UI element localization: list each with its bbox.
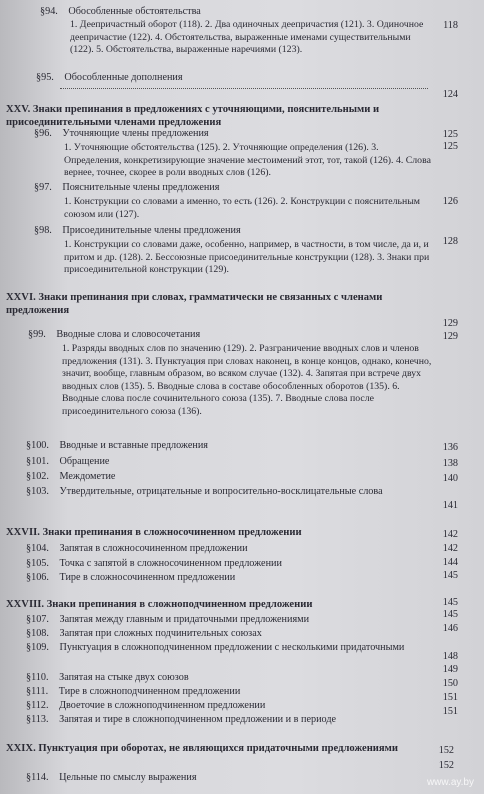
page-number: 145: [442, 609, 458, 620]
section-number: §112.: [26, 700, 49, 711]
section-number: §108.: [26, 628, 49, 639]
section-title: Запятая в сложносочиненном предложении: [59, 543, 248, 554]
section-title: Обращение: [59, 456, 110, 467]
section-number: §102.: [26, 471, 49, 482]
section-title: Запятая между главным и придаточными предложениями: [59, 614, 310, 625]
section-number: §109.: [26, 642, 49, 653]
section-title: Уточняющие члены предложения: [62, 128, 209, 139]
page-number: 129: [442, 318, 458, 329]
section-title: Утвердительные, отрицательные и вопросительно-восклицательные слова: [59, 486, 383, 497]
page-number: 146: [442, 623, 458, 634]
page-number: 125: [442, 141, 458, 152]
page-number: 140: [442, 473, 458, 484]
page-number: 124: [442, 89, 458, 100]
section-number: §105.: [26, 558, 49, 569]
page-number: 126: [442, 196, 458, 207]
section-title: Запятая и тире в сложноподчиненном предложении и в периоде: [59, 714, 337, 725]
chapter-number: XXVI.: [6, 292, 36, 303]
toc-entry: [26, 700, 265, 712]
section-title: Тире в сложноподчиненном предложении: [58, 686, 241, 697]
page-number: 150: [442, 678, 458, 689]
toc-entry: [28, 329, 200, 341]
section-subitems: 1. Конструкции со словами даже, особенно, например, в частности, в том числе, да и, и притом и др. (128). 2. Бессоюзные присоединительные конструкции (128). 3. Знаки при присоединительной конструкции (129).: [64, 239, 430, 276]
toc-entry: [26, 772, 197, 784]
toc-entry: [26, 642, 416, 654]
page-number: 142: [442, 529, 458, 540]
section-number: §106.: [26, 572, 49, 583]
section-title: Точка с запятой в сложносочиненном предложении: [59, 558, 282, 569]
toc-entry: [26, 672, 189, 684]
section-title: Вводные и вставные предложения: [59, 440, 208, 451]
section-title: Вводные слова и словосочетания: [56, 329, 201, 340]
section-number: §111.: [26, 686, 49, 697]
section-number: §110.: [26, 672, 49, 683]
section-title: Запятая при сложных подчинительных союзах: [59, 628, 262, 639]
section-number: §104.: [26, 543, 49, 554]
section-number: §101.: [26, 456, 49, 467]
section-number: §99.: [28, 329, 46, 340]
section-title: Обособленные дополнения: [64, 72, 183, 83]
section-number: §114.: [26, 772, 49, 783]
page-number: 151: [442, 692, 458, 703]
section-title: Тире в сложносочиненном предложении: [59, 572, 236, 583]
chapter-title: Знаки препинания при словах, грамматически не связанных с членами предложения: [6, 292, 383, 316]
toc-entry: [26, 714, 336, 726]
toc-entry: [26, 686, 240, 698]
page-number: 128: [442, 236, 458, 247]
page-number: 145: [442, 597, 458, 608]
section-title: Цельные по смыслу выражения: [59, 772, 197, 783]
toc-entry: [26, 543, 248, 555]
chapter-heading: [6, 292, 406, 317]
section-title: Запятая на стыке двух союзов: [59, 672, 189, 683]
section-number: §100.: [26, 440, 49, 451]
section-title: Пояснительные члены предложения: [62, 182, 220, 193]
section-number: §107.: [26, 614, 49, 625]
section-title: Обособленные обстоятельства: [68, 6, 201, 17]
section-title: Пунктуация в сложноподчиненном предложении с несколькими придаточными: [59, 642, 405, 653]
chapter-heading: [6, 104, 386, 129]
page-number: 129: [442, 331, 458, 342]
toc-entry: [26, 456, 109, 468]
page-number: 151: [442, 706, 458, 717]
section-title: Междометие: [59, 471, 116, 482]
chapter-title: Знаки препинания в сложноподчиненном предложении: [46, 599, 313, 610]
page-number: 136: [442, 442, 458, 453]
section-number: §95.: [36, 72, 54, 83]
section-title: Присоединительные члены предложения: [62, 225, 241, 236]
chapter-number: XXVIII.: [6, 599, 44, 610]
section-number: §103.: [26, 486, 49, 497]
toc-entry: [26, 572, 235, 584]
section-number: §94.: [40, 6, 58, 17]
toc-entry: [26, 471, 115, 483]
section-subitems: 1. Деепричастный оборот (118). 2. Два одиночных деепричастия (121). 3. Одиночное деепричастие (122). 4. Обстоятельства, выраженные именами существительными (122). 5. Обстоятельства, выраженные наречиями (123).: [70, 19, 424, 56]
section-subitems: 1. Уточняющие обстоятельства (125). 2. Уточняющие определения (126). 3. Определения, конкретизирующие значение местоимений этот, тот, такой (126). 4. Слова вернее, точнее, скорее в роли вводных слов (126).: [64, 142, 431, 179]
toc-entry: [36, 72, 183, 84]
page-number: 152: [438, 745, 454, 756]
page-number: 138: [442, 458, 458, 469]
section-subitems: 1. Разряды вводных слов по значению (129). 2. Разграничение вводных слов и членов предложения (131). 3. Пунктуация при словах наконец, в конце концов, однако, конечно, значит, вообще, главным образом, во всяком случае (132). 4. Запятая при встрече двух вводных слов (135). 5. Вводные слова в составе обособленных оборотов (135). 6. Вводные слова после сочинительного союза (135). 7. Вводные слова после присоединительного союза (136).: [62, 343, 432, 417]
page-number: 118: [443, 20, 458, 31]
toc-entry: [26, 440, 208, 452]
page-number: 144: [442, 557, 458, 568]
chapter-number: XXVII.: [6, 527, 40, 538]
page-number: 149: [442, 664, 458, 675]
toc-entry: [26, 486, 416, 498]
toc-entry: [26, 628, 262, 640]
toc-entry: [34, 128, 209, 140]
chapter-heading: [6, 599, 312, 612]
chapter-title: Знаки препинания в сложносочиненном предложении: [42, 527, 302, 538]
page-number: 125: [442, 129, 458, 140]
page-number: 148: [442, 651, 458, 662]
toc-entry: [34, 225, 241, 237]
leader-dots: [60, 88, 428, 89]
page-number: 145: [442, 570, 458, 581]
chapter-heading: [6, 527, 302, 540]
section-number: §98.: [34, 225, 52, 236]
chapter-title: Пунктуация при оборотах, не являющихся придаточными предложениями: [38, 743, 398, 754]
toc-entry: [26, 614, 309, 626]
section-number: §113.: [26, 714, 49, 725]
chapter-title: Знаки препинания в предложениях с уточняющими, пояснительными и присоединительными членами предложения: [6, 104, 380, 128]
section-subitems: 1. Конструкции со словами а именно, то есть (126). 2. Конструкции с пояснительным союзом или (127).: [64, 196, 420, 220]
watermark: www.ay.by: [426, 777, 474, 788]
toc-entry: [40, 6, 201, 18]
page-number: 142: [442, 543, 458, 554]
toc-entry: [34, 182, 219, 194]
chapter-number: XXV.: [6, 104, 31, 115]
page-number: 152: [438, 760, 454, 771]
section-title: Двоеточие в сложноподчиненном предложении: [59, 700, 266, 711]
toc-entry: [26, 558, 282, 570]
section-number: §96.: [34, 128, 52, 139]
section-number: §97.: [34, 182, 52, 193]
chapter-number: XXIX.: [6, 743, 36, 754]
page-number: 141: [442, 500, 458, 511]
chapter-heading: [6, 743, 406, 756]
